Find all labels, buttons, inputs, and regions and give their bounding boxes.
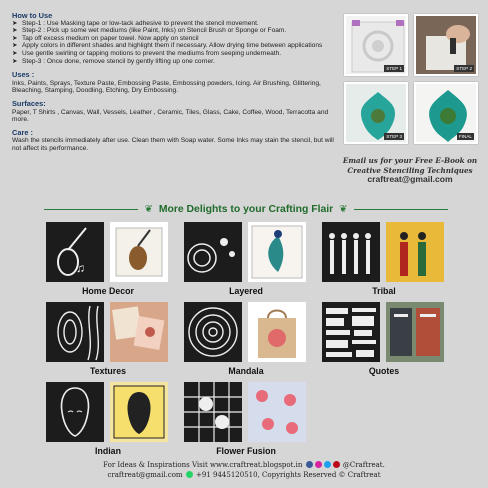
leaf-icon: ❦ (144, 203, 153, 215)
footer-phone: +91 9445120510, Copyrights Reserved © Craftreat (196, 471, 381, 479)
category-indian[interactable] (46, 382, 178, 468)
category-images (322, 222, 446, 286)
step-label: STEP 1 (386, 66, 402, 71)
footer-email[interactable]: craftreat@gmail.com (107, 471, 183, 479)
peacock-art-icon (248, 222, 306, 282)
surfaces-heading: Surfaces: (12, 98, 46, 108)
step-item: ➤ Apply colors in different shades and highlight them if necessary. Allow drying time between applications (12, 42, 323, 50)
sample-image (248, 222, 306, 282)
section-banner (44, 198, 448, 220)
banner-title: More Delights to your Crafting Flair (158, 203, 334, 215)
surfaces-text: Paper, T Shirts , Canvas, Wall, Vessels, Leather , Ceramic, Tiles, Glass, Cake, Coffee, Wood, Terracotta and more. (12, 108, 329, 124)
category-mandala[interactable] (184, 302, 316, 388)
category-label: Mandala (228, 366, 264, 376)
quote-text-icon (322, 302, 380, 362)
category-images (46, 222, 170, 286)
facebook-icon[interactable] (306, 461, 313, 468)
mandala-bag-icon (248, 302, 306, 362)
sample-image (110, 382, 168, 442)
step-text: Step-2 : Pick up some wet mediums (like Paint, Inks) on Stencil Brush or Sponge or Foam. (22, 27, 287, 35)
category-quotes[interactable] (322, 302, 454, 388)
step-item: ➤ Step-1 : Use Masking tape or low-tack adhesive to prevent the stencil movement. (12, 19, 259, 27)
banner-divider-right (354, 209, 448, 210)
category-home-decor[interactable] (46, 222, 178, 308)
step-text: Use gentle swirling or tapping motions to prevent the mediums from seeping underneath. (22, 49, 282, 57)
svg-text:♫: ♫ (76, 261, 85, 275)
tribal-figures-icon (322, 222, 380, 282)
step-item: ➤ Tap off excess medium on paper towel. Now apply on stencil (12, 34, 199, 42)
instructions-panel (12, 12, 344, 153)
category-label: Indian (95, 446, 121, 456)
instagram-icon[interactable] (315, 461, 322, 468)
stencil-image (184, 222, 242, 282)
category-label: Tribal (372, 286, 396, 296)
leaf-icon: ❦ (339, 203, 348, 215)
category-label: Textures (89, 366, 127, 376)
uses-text: Inks, Paints, Sprays, Texture Paste, Embossing Paste, Embossing powders, Icing. Air Brushing, Glittering, Bleaching, Stamping, Doodling, Etching, Dry Embossing. (12, 79, 321, 95)
stencil-image (322, 302, 380, 362)
final-photo (414, 82, 478, 144)
stencil-image (184, 302, 242, 362)
tribal-art-icon (386, 222, 444, 282)
stencil-image (184, 382, 242, 442)
step-photos (344, 14, 480, 144)
step-label: STEP 2 (456, 66, 472, 71)
uses-heading: Uses : (12, 70, 35, 80)
category-flower-fusion[interactable] (184, 382, 316, 468)
floral-fabric-icon (248, 382, 306, 442)
step-text: Step-3 : Once done, remove stencil by gently lifting up one corner. (22, 57, 215, 65)
category-label: Flower Fusion (216, 446, 276, 456)
ebook-offer (330, 156, 488, 185)
category-images (184, 222, 308, 286)
stencil-image (46, 302, 104, 362)
ebook-line-2: Creative Stenciling Techniques (347, 165, 473, 175)
sample-image (110, 222, 168, 282)
whatsapp-icon (186, 471, 193, 478)
category-images (46, 382, 170, 446)
footer-handle: @Craftreat. (342, 461, 385, 469)
mandala-icon (184, 302, 242, 362)
step-item: ➤ Use gentle swirling or tapping motions to prevent the mediums from seeping underneath. (12, 49, 282, 57)
buddha-icon (46, 382, 104, 442)
category-label: Home Decor (82, 286, 134, 296)
category-images (46, 302, 170, 366)
category-label: Quotes (368, 366, 400, 376)
category-label: Layered (229, 286, 263, 296)
category-images (322, 302, 446, 366)
care-text: Wash the stencils immediately after use. Clean them with Soap water. Some Inks may stain the stencil, but will not affect its performance. (12, 137, 334, 152)
category-images (184, 302, 308, 366)
step-label: STEP 3 (386, 134, 402, 139)
flower-grid-icon (184, 382, 242, 442)
step-item: ➤ Step-3 : Once done, remove stencil by gently lifting up one corner. (12, 57, 215, 65)
banner-divider-left (44, 209, 138, 210)
violin-icon (46, 222, 104, 282)
category-layered[interactable] (184, 222, 316, 308)
footer (0, 460, 488, 480)
category-textures[interactable] (46, 302, 178, 388)
sample-image (386, 222, 444, 282)
stencil-image (46, 382, 104, 442)
peacock-icon (184, 222, 242, 282)
sample-image (386, 302, 444, 362)
sample-image (248, 302, 306, 362)
how-to-use-heading: How to Use (12, 11, 53, 20)
step-text: Tap off excess medium on paper towel. Now apply on stencil (22, 34, 199, 42)
step-1-photo (344, 14, 408, 76)
care-heading: Care : (12, 127, 33, 137)
stencil-image (46, 222, 104, 282)
ebook-email[interactable]: craftreat@gmail.com (367, 174, 453, 185)
sample-image (110, 302, 168, 362)
step-text: Step-1 : Use Masking tape or low-tack adhesive to prevent the stencil movement. (22, 19, 259, 27)
category-tribal[interactable] (322, 222, 454, 308)
stencil-image (322, 222, 380, 282)
quote-boards-icon (386, 302, 444, 362)
category-images (184, 382, 308, 446)
buddha-art-icon (110, 382, 168, 442)
ebook-line-1: Email us for your Free E-Book on (342, 156, 478, 165)
texture-cards-icon (110, 302, 168, 362)
step-3-photo (344, 82, 408, 144)
step-text: Apply colors in different shades and highlight them if necessary. Allow drying time between applications (22, 42, 323, 50)
sample-image (248, 382, 306, 442)
twitter-icon[interactable] (324, 461, 331, 468)
step-2-photo (414, 14, 478, 76)
footer-line-1: For Ideas & Inspirations Visit www.craftreat.blogspot.in (103, 461, 303, 469)
wood-grain-icon (46, 302, 104, 362)
pinterest-icon[interactable] (333, 461, 340, 468)
step-label: FINAL (458, 134, 472, 139)
violin-art-icon (110, 222, 168, 282)
step-item: ➤ Step-2 : Pick up some wet mediums (like Paint, Inks) on Stencil Brush or Sponge or Foam. (12, 27, 287, 35)
